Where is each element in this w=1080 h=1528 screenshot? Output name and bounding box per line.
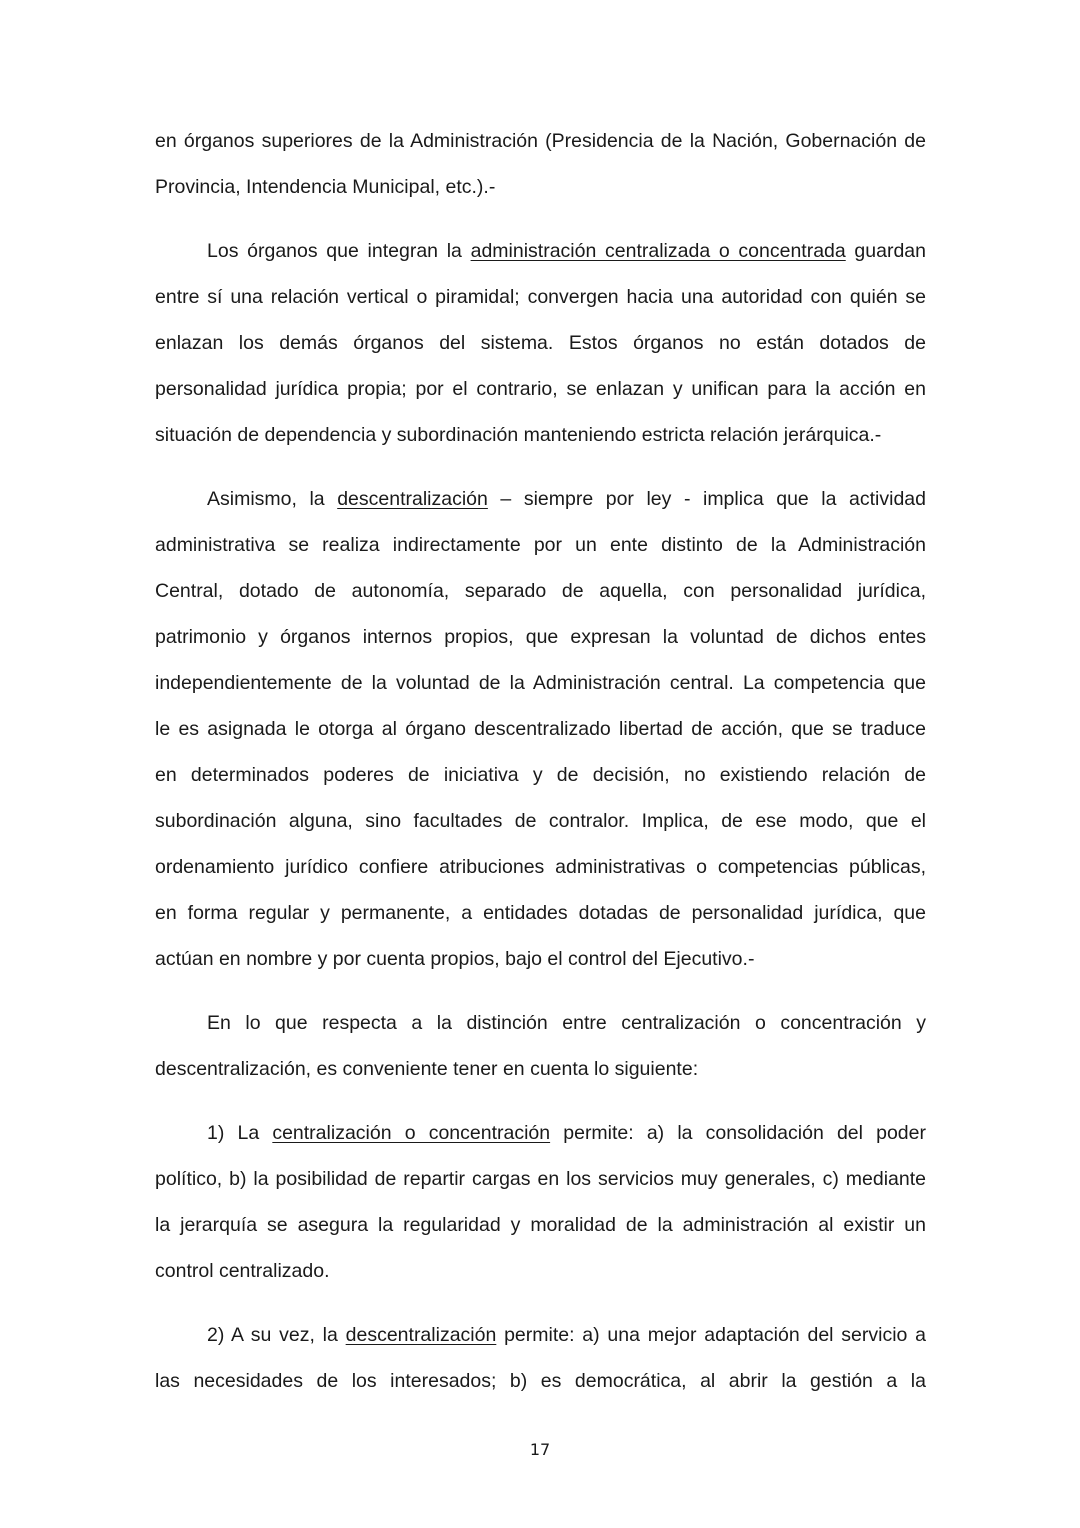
document-body [155, 118, 926, 1404]
text-line: en órganos superiores de la Administración (Presidencia de la Nación, Gobernación de [155, 130, 926, 152]
text-line: control centralizado. [155, 1260, 330, 1282]
text-line: la jerarquía se asegura la regularidad y moralidad de la administración al existir un [155, 1214, 926, 1236]
page-number: 17 [529, 1440, 551, 1459]
paragraph-1 [155, 118, 926, 210]
text-fragment: 2) A su vez, la [207, 1324, 346, 1346]
text-line: situación de dependencia y subordinación manteniendo estricta relación jerárquica.- [155, 424, 882, 446]
text-line [155, 228, 926, 274]
text-fragment: permite: a) la consolidación del poder [550, 1122, 926, 1144]
text-fragment: guardan [845, 240, 926, 262]
text-line [155, 476, 926, 522]
underlined-term: descentralización [345, 1324, 497, 1346]
text-fragment: permite: a) una mejor adaptación del servicio a [496, 1324, 926, 1346]
text-line: en forma regular y permanente, a entidades dotadas de personalidad jurídica, que [155, 902, 926, 924]
text-line: entre sí una relación vertical o piramidal; convergen hacia una autoridad con quién se [155, 286, 926, 308]
text-line: En lo que respecta a la distinción entre centralización o concentración y [207, 1012, 926, 1034]
text-line [155, 1110, 926, 1156]
text-line: enlazan los demás órganos del sistema. Estos órganos no están dotados de [155, 332, 926, 354]
text-line: patrimonio y órganos internos propios, que expresan la voluntad de dichos entes [155, 626, 926, 648]
text-line: ordenamiento jurídico confiere atribuciones administrativas o competencias públicas, [155, 856, 926, 878]
text-fragment: – siempre por ley - implica que la actividad [487, 488, 926, 510]
text-line [155, 1312, 926, 1358]
text-fragment: Asimismo, la [207, 488, 338, 510]
text-line: Provincia, Intendencia Municipal, etc.).- [155, 176, 496, 198]
text-line: en determinados poderes de iniciativa y de decisión, no existiendo relación de [155, 764, 926, 786]
underlined-term: centralización o concentración [272, 1122, 551, 1144]
text-line: independientemente de la voluntad de la Administración central. La competencia que [155, 672, 926, 694]
text-fragment: 1) La [207, 1122, 273, 1144]
text-line: personalidad jurídica propia; por el contrario, se enlazan y unifican para la acción en [155, 378, 926, 400]
paragraph-6 [155, 1312, 926, 1404]
text-fragment: Los órganos que integran la [207, 240, 471, 262]
paragraph-4 [155, 1000, 926, 1092]
text-line: actúan en nombre y por cuenta propios, bajo el control del Ejecutivo.- [155, 948, 755, 970]
text-line: administrativa se realiza indirectamente por un ente distinto de la Administración [155, 534, 926, 556]
text-line: subordinación alguna, sino facultades de contralor. Implica, de ese modo, que el [155, 810, 926, 832]
text-line: las necesidades de los interesados; b) es democrática, al abrir la gestión a la [155, 1370, 926, 1392]
text-line: descentralización, es conveniente tener en cuenta lo siguiente: [155, 1058, 699, 1080]
text-line: político, b) la posibilidad de repartir cargas en los servicios muy generales, c) mediante [155, 1168, 926, 1190]
text-line: Central, dotado de autonomía, separado de aquella, con personalidad jurídica, [155, 580, 926, 602]
underlined-term: administración centralizada o concentrada [470, 240, 846, 262]
text-line: le es asignada le otorga al órgano descentralizado libertad de acción, que se traduce [155, 718, 926, 740]
paragraph-5 [155, 1110, 926, 1294]
paragraph-3 [155, 476, 926, 982]
underlined-term: descentralización [337, 488, 488, 510]
paragraph-2 [155, 228, 926, 458]
